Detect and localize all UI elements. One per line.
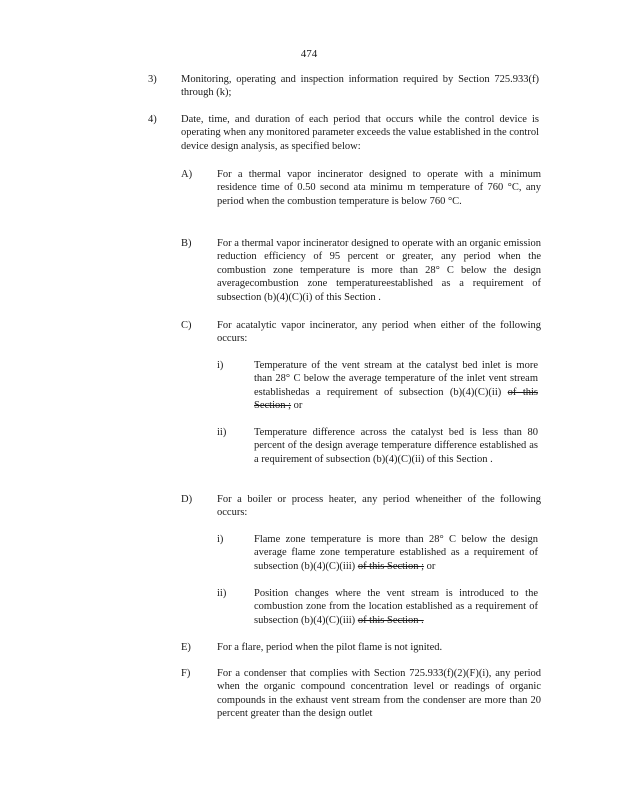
item-text: For acatalytic vapor incinerator, any period when either of the following occurs: xyxy=(217,320,541,345)
item-text xyxy=(254,359,538,413)
item-text: For a thermal vapor incinerator designed to operate with an organic emission reduction efficiency of 95 percent or greater, any period when the combustion zone temperature is more than 28° C below the design averagecombustion zone temperatureestablished as a requirement of subsection (b)(4)(C)(i) of this Section . xyxy=(217,238,541,303)
item-text xyxy=(254,587,538,627)
struck-text: of this Section . xyxy=(357,614,424,626)
item-text-main: Temperature of the vent stream at the catalyst bed inlet is more than 28° C below the average temperature of the inlet vent stream establishedas a requirement of subsection (b)(4)(C)(ii) xyxy=(254,360,538,398)
item-label: i) xyxy=(217,534,224,545)
item-label: ii) xyxy=(217,588,227,599)
item-text-tail: or xyxy=(293,400,303,412)
item-label: D) xyxy=(181,494,193,505)
item-text xyxy=(254,533,538,573)
item-text: For a boiler or process heater, any period wheneither of the following occurs: xyxy=(217,494,541,519)
item-text-tail: or xyxy=(426,560,436,572)
item-label: 3) xyxy=(148,74,157,85)
item-label: ii) xyxy=(217,427,227,438)
item-text: For a flare, period when the pilot flame is not ignited. xyxy=(217,642,443,653)
item-text: Monitoring, operating and inspection information required by Section 725.933(f) through (k); xyxy=(181,74,539,99)
item-text: For a thermal vapor incinerator designed to operate with a minimum residence time of 0.50 second ata minimu m temperature of 760 °C, any period when the combustion temperature is below 760 °C. xyxy=(217,169,541,207)
item-label: E) xyxy=(181,642,191,653)
item-text: Temperature difference across the catalyst bed is less than 80 percent of the design average temperature difference established as a requirement of subsection (b)(4)(C)(ii) of this Section . xyxy=(254,427,538,465)
item-text-main: Position changes where the vent stream is introduced to the combustion zone from the location established as a requirement of subsection (b)(4)(C)(iii) xyxy=(254,588,538,626)
item-label: C) xyxy=(181,320,192,331)
item-text: For a condenser that complies with Section 725.933(f)(2)(F)(i), any period when the organic compound concentration level or readings of organic compounds in the exhaust vent stream from the condenser are more than 20 percent greater than the design outlet xyxy=(217,668,541,720)
struck-text: of this Section ; xyxy=(357,560,425,572)
item-text: Date, time, and duration of each period that occurs while the control device is operating when any monitored parameter exceeds the value established in the control device design analysis, as specified below: xyxy=(181,114,539,152)
item-label: A) xyxy=(181,169,193,180)
struck-text: of this Section ; xyxy=(254,386,539,412)
item-label: 4) xyxy=(148,114,157,125)
page-number: 474 xyxy=(300,48,318,60)
item-label: F) xyxy=(181,668,191,679)
item-text-main: Flame zone temperature is more than 28° C below the design average flame zone temperature established as a requirement of subsection (b)(4)(C)(iii) xyxy=(254,534,538,572)
item-label: B) xyxy=(181,238,192,249)
item-label: i) xyxy=(217,360,224,371)
